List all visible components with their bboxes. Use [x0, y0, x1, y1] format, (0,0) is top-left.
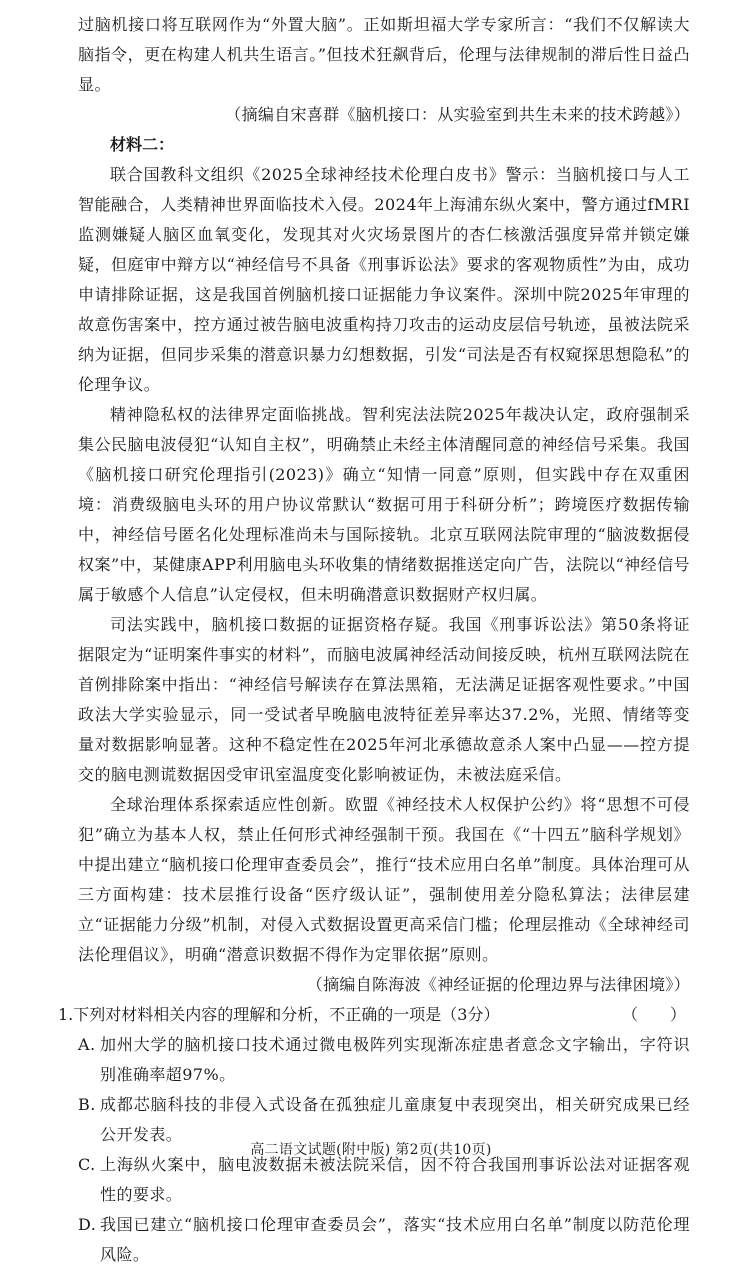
option-b-letter: B. — [78, 1095, 96, 1114]
option-a-text: 加州大学的脑机接口技术通过微电极阵列实现渐冻症患者意念文字输出，字符识别准确率超97%。 — [100, 1035, 690, 1084]
material2-source: （摘编自陈海波《神经证据的伦理边界与法律困境》） — [306, 975, 690, 994]
question-1 — [58, 1000, 690, 1270]
material1-tail-paragraph: 过脑机接口将互联网作为“外置大脑”。正如斯坦福大学专家所言：“我们不仅解读大脑指令，更在构建人机共生语言。”但技术狂飙背后，伦理与法律规制的滞后性日益凸显。 — [78, 15, 690, 94]
option-d — [78, 1210, 690, 1270]
option-c-letter: C. — [78, 1155, 96, 1174]
option-d-text: 我国已建立“脑机接口伦理审查委员会”，落实“技术应用白名单”制度以防范伦理风险。 — [100, 1215, 690, 1264]
option-a-letter: A. — [78, 1035, 96, 1054]
material2-paragraph-1: 联合国教科文组织《2025全球神经技术伦理白皮书》警示：当脑机接口与人工智能融合，人类精神世界面临技术入侵。2024年上海浦东纵火案中，警方通过fMRI监测嫌疑人脑区血氧变化，发现其对火灾场景图片的杏仁核激活强度异常并锁定嫌疑，但庭审中辩方以“神经信号不具备《刑事诉讼法》要求的客观物质性”为由，成功申请排除证据，这是我国首例脑机接口证据能力争议案件。深圳中院2025年审理的故意伤害案中，控方通过被告脑电波重构持刀攻击的运动皮层信号轨迹，虽被法院采纳为证据，但同步采集的潜意识暴力幻想数据，引发“司法是否有权窥探思想隐私”的伦理争议。 — [78, 165, 690, 394]
question-1-stem-row — [58, 1000, 690, 1030]
material2-paragraph-4: 全球治理体系探索适应性创新。欧盟《神经技术人权保护公约》将“思想不可侵犯”确立为基本人权，禁止任何形式神经强制干预。我国在《“十四五”脑科学规划》中提出建立“脑机接口伦理审查委员会”，推行“技术应用白名单”制度。具体治理可从三方面构建：技术层推行设备“医疗级认证”，强制使用差分隐私算法；法律层建立“证据能力分级”机制，对侵入式数据设置更高采信门槛；伦理层推动《全球神经司法伦理倡议》，明确“潜意识数据不得作为定罪依据”原则。 — [78, 795, 690, 964]
option-b-text: 成都芯脑科技的非侵入式设备在孤独症儿童康复中表现突出，相关研究成果已经公开发表。 — [100, 1095, 690, 1144]
material2-heading: 材料二： — [110, 135, 175, 154]
material2-paragraph-2: 精神隐私权的法律界定面临挑战。智利宪法法院2025年裁决认定，政府强制采集公民脑电波侵犯“认知自主权”，明确禁止未经主体清醒同意的神经信号采集。我国《脑机接口研究伦理指引(2023)》确立“知情一同意”原则，但实践中存在双重困境：消费级脑电头环的用户协议常默认“数据可用于科研分析”；跨境医疗数据传输中，神经信号匿名化处理标准尚未与国际接轨。北京互联网法院审理的“脑波数据侵权案”中，某健康APP利用脑电头环收集的情绪数据推送定向广告，法院以“神经信号属于敏感个人信息”认定侵权，但未明确潜意识数据财产权归属。 — [78, 405, 690, 604]
material1-source: （摘编自宋喜群《脑机接口：从实验室到共生未来的技术跨越》） — [225, 105, 690, 124]
material2-paragraph-3: 司法实践中，脑机接口数据的证据资格存疑。我国《刑事诉讼法》第50条将证据限定为“证明案件事实的材料”，而脑电波属神经活动间接反映，杭州互联网法院在首例排除案中指出：“神经信号解读存在算法黑箱，无法满足证据客观性要求。”中国政法大学实验显示，同一受试者早晚脑电波特征差异率达37.2%，光照、情绪等变量对数据影响显著。这种不稳定性在2025年河北承德故意杀人案中凸显——控方提交的脑电测谎数据因受审讯室温度变化影响被证伪，未被法庭采信。 — [78, 615, 690, 784]
option-a — [78, 1030, 690, 1090]
question-1-stem: 1.下列对材料相关内容的理解和分析，不正确的一项是（3分） — [58, 1005, 500, 1024]
option-d-letter: D. — [78, 1215, 97, 1234]
answer-bracket: （ ） — [621, 1005, 686, 1024]
option-c-text: 上海纵火案中，脑电波数据未被法院采信，因不符合我国刑事诉讼法对证据客观性的要求。 — [100, 1155, 690, 1204]
page-footer: 高二语文试题(附中版) 第2页(共10页) — [250, 1142, 492, 1158]
